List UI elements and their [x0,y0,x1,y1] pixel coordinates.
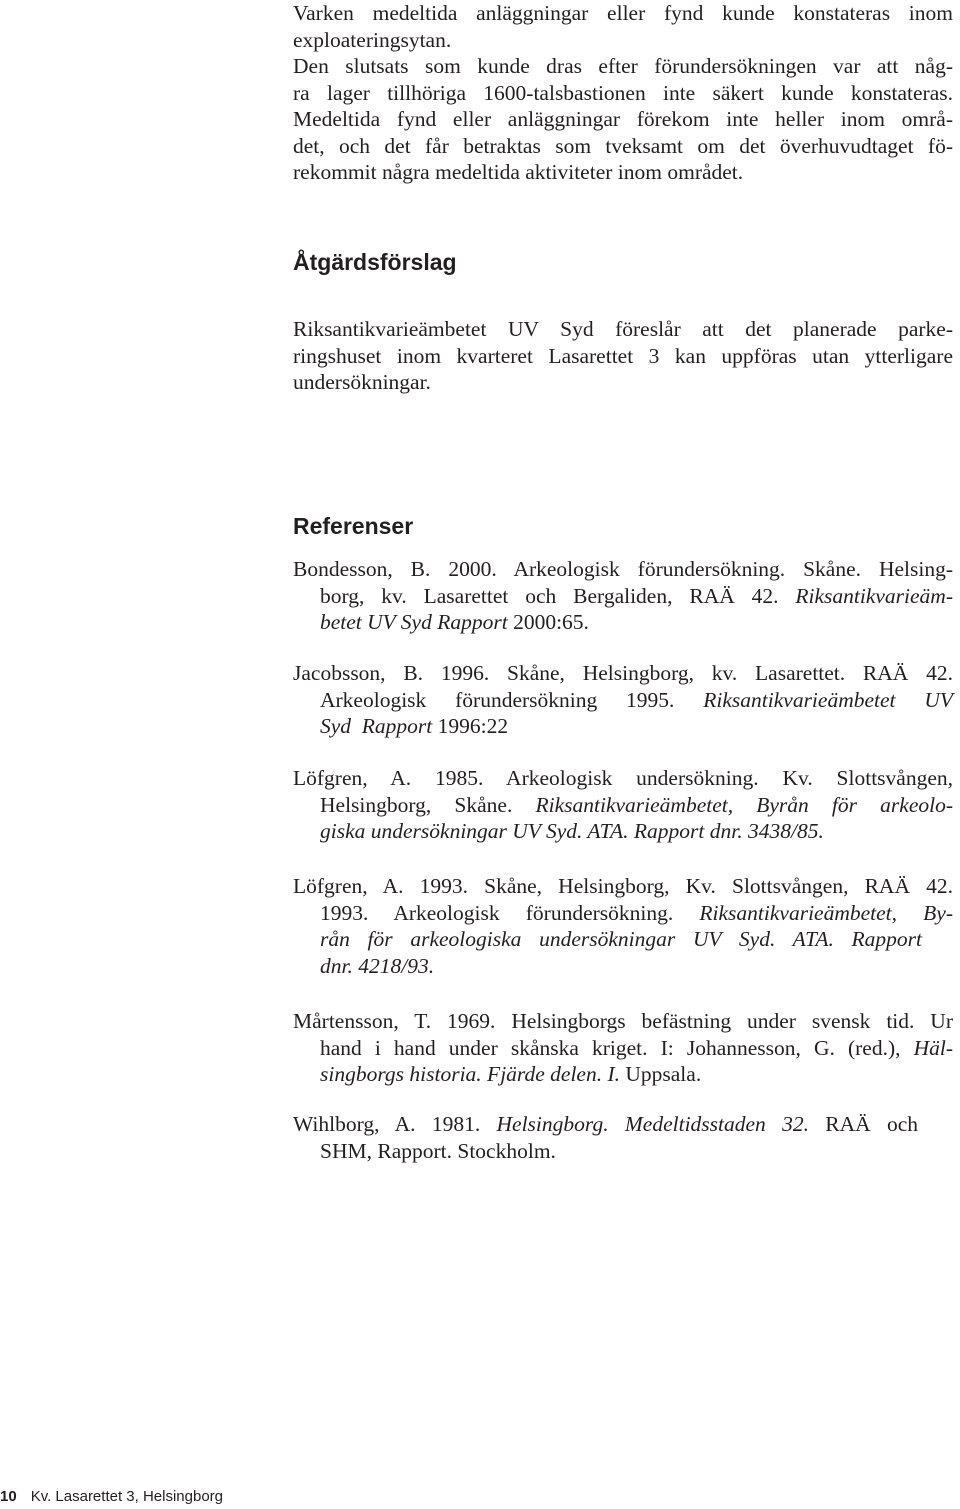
text-line: Löfgren, A. 1985. Arkeologisk undersökning. Kv. Slottsvången, [293,766,953,790]
text-span: Helsingborg, Skåne. [320,792,536,817]
text-line [293,1061,953,1088]
text-line: Varken medeltida anläggningar eller fynd kunde konstateras inom [293,1,953,25]
text-line [293,1035,953,1062]
italic-title: Riksantikvarieämbetet, By- [699,900,954,925]
text-span: 1993. Arkeologisk förundersökning. [320,900,700,925]
text-span: hand i hand under skånska kriget. I: Johannesson, G. (red.), [320,1035,914,1060]
italic-title: Häl- [913,1035,953,1060]
text-line [293,926,922,953]
text-line: det, och det får betraktas som tveksamt om det överhuvudtaget fö- [293,133,953,158]
text-line: Mårtensson, T. 1969. Helsingborgs befästning under svensk tid. Ur [293,1009,953,1033]
text-line: Den slutsats som kunde dras efter förundersökningen var att någ- [293,54,953,78]
text-line: Riksantikvarieämbetet UV Syd föreslår att det planerade parke- [293,317,953,341]
text-span: Uppsala. [620,1062,702,1086]
text-span: 2000:65. [507,610,589,634]
text-span: Arkeologisk förundersökning 1995. [320,687,704,712]
page-number: 10 [0,1488,17,1505]
reference-entry [293,765,953,845]
text-line: exploateringsytan. [293,27,452,52]
reference-entry [293,556,953,636]
text-line: ra lager tillhöriga 1600-talsbastionen inte säkert kunde konstateras. [293,80,953,105]
text-line: Jacobsson, B. 1996. Skåne, Helsingborg, kv. Lasarettet. RAÄ 42. [293,661,953,685]
italic-title: singborgs historia. Fjärde delen. I. [320,1062,620,1086]
text-line: undersökningar. [293,370,431,394]
italic-title: Helsingborg. Medeltidsstaden 32. [496,1112,809,1136]
text-line [293,953,953,980]
text-span: borg, kv. Lasarettet och Bergaliden, RAÄ 42. [320,583,796,608]
page-footer [0,1488,223,1506]
italic-title: betet UV Syd Rapport [320,610,508,634]
text-line: SHM, Rapport. Stockholm. [320,1138,556,1163]
text-line: ringshuset inom kvarteret Lasarettet 3 kan uppföras utan ytterligare [293,343,953,368]
reference-entry [293,1008,953,1088]
text-span: 1996:22 [432,714,509,738]
running-title: Kv. Lasarettet 3, Helsingborg [30,1488,224,1505]
reference-entry [293,660,953,740]
text-span: RAÄ och [808,1112,918,1136]
section-heading-atgardsforslag: Åtgärdsförslag [293,249,457,275]
italic-title: giska undersökningar UV Syd. ATA. Rapport dnr. 3438/85. [320,819,824,843]
text-span: Wihlborg, A. 1981. [293,1112,497,1136]
italic-title: Riksantikvarieäm- [795,583,953,608]
text-line [293,713,953,740]
italic-title: dnr. 4218/93. [320,953,435,978]
text-line [293,818,953,845]
text-line: Medeltida fynd eller anläggningar förekom inte heller inom områ- [293,107,953,131]
text-line [293,792,953,819]
text-line: Bondesson, B. 2000. Arkeologisk förundersökning. Skåne. Helsing- [293,557,953,581]
italic-title: Syd Rapport [320,714,433,738]
text-line [293,900,953,927]
atgard-paragraph [293,316,953,396]
reference-entry [293,873,953,979]
text-line: rekommit några medeltida aktiviteter inom området. [293,160,744,184]
text-line [293,1111,918,1138]
italic-title: Riksantikvarieämbetet, Byrån för arkeolo- [535,792,953,817]
text-line [293,687,953,714]
reference-entry [293,1111,953,1164]
italic-title: rån för arkeologiska undersökningar UV Syd. ATA. Rapport [320,927,922,951]
text-line [293,583,953,610]
section-heading-referenser: Referenser [293,513,414,539]
italic-title: Riksantikvarieämbetet UV [703,687,953,712]
text-line [293,609,953,636]
text-line: Löfgren, A. 1993. Skåne, Helsingborg, Kv. Slottsvången, RAÄ 42. [293,874,953,898]
intro-paragraph [293,0,953,186]
